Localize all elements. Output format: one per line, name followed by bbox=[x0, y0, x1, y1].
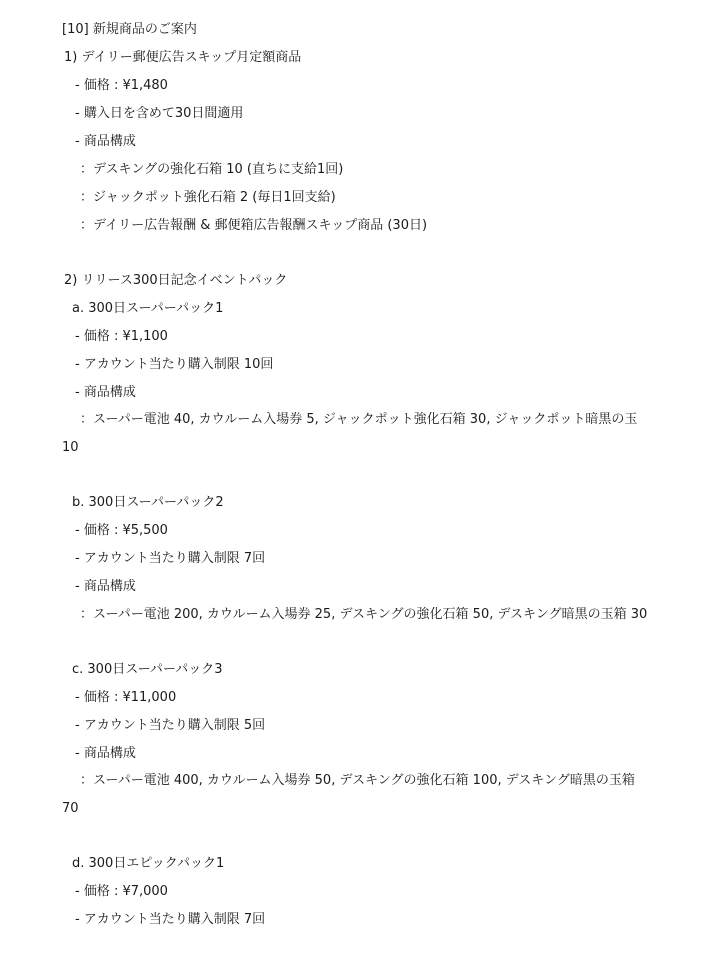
pack-b-contents: ：スーパー電池 200, カウルーム入場券 25, デスキングの強化石箱 50, デスキング暗黒の玉箱 30 bbox=[80, 607, 648, 622]
pack-a-limit: - アカウント当たり購入制限 10回 bbox=[75, 357, 274, 372]
pack-d-limit: - アカウント当たり購入制限 7回 bbox=[75, 912, 266, 927]
pack-c-contents-cont: 70 bbox=[62, 801, 79, 816]
section1-item: ：ジャックポット強化石箱 2 (毎日1回支給) bbox=[80, 190, 336, 205]
pack-c-name: c. 300日スーパーパック3 bbox=[72, 662, 223, 677]
pack-c-contents-label: - 商品構成 bbox=[75, 746, 136, 761]
pack-d-price: - 価格 : ¥7,000 bbox=[75, 884, 168, 899]
section1-period: - 購入日を含めて30日間適用 bbox=[75, 106, 244, 121]
section1-heading: 1) デイリー郵便広告スキップ月定額商品 bbox=[64, 50, 302, 65]
pack-b-contents-label: - 商品構成 bbox=[75, 579, 136, 594]
pack-a-name: a. 300日スーパーパック1 bbox=[72, 301, 224, 316]
pack-c-contents: ：スーパー電池 400, カウルーム入場券 50, デスキングの強化石箱 100, デスキング暗黒の玉箱 bbox=[80, 773, 635, 788]
pack-b-name: b. 300日スーパーパック2 bbox=[72, 495, 224, 510]
pack-a-contents-label: - 商品構成 bbox=[75, 385, 136, 400]
pack-a-contents-cont: 10 bbox=[62, 440, 79, 455]
section1-item: ：デイリー広告報酬 & 郵便箱広告報酬スキップ商品 (30日) bbox=[80, 218, 428, 233]
pack-a-contents: ：スーパー電池 40, カウルーム入場券 5, ジャックポット強化石箱 30, ジャックポット暗黒の玉 bbox=[80, 412, 638, 427]
pack-b-limit: - アカウント当たり購入制限 7回 bbox=[75, 551, 266, 566]
notice-title: [10] 新規商品のご案内 bbox=[62, 22, 197, 37]
section1-item: ：デスキングの強化石箱 10 (直ちに支給1回) bbox=[80, 162, 344, 177]
pack-c-price: - 価格 : ¥11,000 bbox=[75, 690, 177, 705]
section1-price: - 価格 : ¥1,480 bbox=[75, 78, 168, 93]
pack-b-price: - 価格 : ¥5,500 bbox=[75, 523, 168, 538]
pack-a-price: - 価格 : ¥1,100 bbox=[75, 329, 168, 344]
section2-heading: 2) リリース300日記念イベントパック bbox=[64, 273, 288, 288]
pack-c-limit: - アカウント当たり購入制限 5回 bbox=[75, 718, 266, 733]
pack-d-name: d. 300日エピックパック1 bbox=[72, 856, 225, 871]
section1-contents-label: - 商品構成 bbox=[75, 134, 136, 149]
